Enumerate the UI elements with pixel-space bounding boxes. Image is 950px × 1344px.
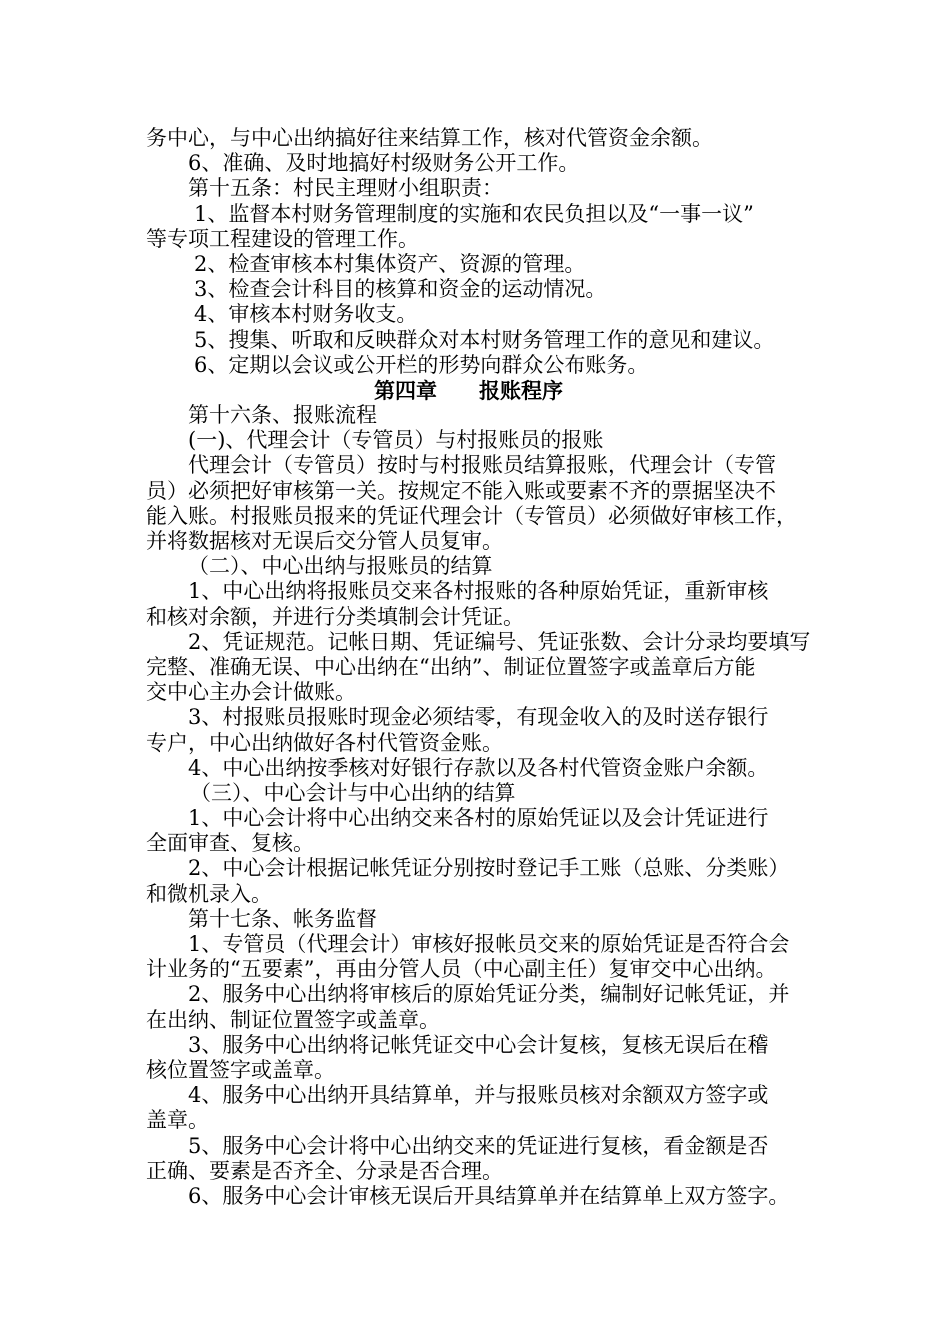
text-line: 和核对余额，并进行分类填制会计凭证。 bbox=[146, 604, 524, 629]
text-line: 1、监督本村财务管理制度的实施和农民负担以及“一事一议” bbox=[194, 201, 754, 226]
text-line: 4、中心出纳按季核对好银行存款以及各村代管资金账户余额。 bbox=[188, 755, 769, 780]
text-line: 正确、要素是否齐全、分录是否合理。 bbox=[146, 1158, 503, 1183]
text-line: 员）必须把好审核第一关。按规定不能入账或要素不齐的票据坚决不 bbox=[146, 478, 776, 503]
document-body bbox=[146, 126, 816, 1209]
text-line: 3、服务中心出纳将记帐凭证交中心会计复核，复核无误后在稽 bbox=[188, 1032, 769, 1057]
text-line: 2、检查审核本村集体资产、资源的管理。 bbox=[194, 251, 586, 276]
text-line: 专户，中心出纳做好各村代管资金账。 bbox=[146, 730, 503, 755]
text-line: 务中心，与中心出纳搞好往来结算工作，核对代管资金余额。 bbox=[146, 126, 713, 150]
text-line: 交中心主办会计做账。 bbox=[146, 680, 356, 705]
text-line: 第十六条、报账流程 bbox=[188, 403, 377, 428]
text-line: 第十五条：村民主理财小组职责： bbox=[188, 176, 503, 201]
chapter-heading: 第四章 报账程序 bbox=[374, 377, 563, 403]
text-line: 1、专管员（代理会计）审核好报帐员交来的原始凭证是否符合会 bbox=[188, 932, 790, 956]
text-line: 代理会计（专管员）按时与村报账员结算报账，代理会计（专管 bbox=[188, 453, 776, 478]
text-line: 在出纳、制证位置签字或盖章。 bbox=[146, 1007, 440, 1032]
text-line: 等专项工程建设的管理工作。 bbox=[146, 226, 419, 251]
text-line: 并将数据核对无误后交分管人员复审。 bbox=[146, 529, 503, 553]
text-line: 2、服务中心出纳将审核后的原始凭证分类，编制好记帐凭证，并 bbox=[188, 982, 790, 1007]
text-line: 6、准确、及时地搞好村级财务公开工作。 bbox=[188, 151, 580, 176]
text-line: 全面审查、复核。 bbox=[146, 831, 314, 856]
text-line: 3、检查会计科目的核算和资金的运动情况。 bbox=[194, 277, 607, 302]
text-line: 3、村报账员报账时现金必须结零，有现金收入的及时送存银行 bbox=[188, 705, 769, 730]
text-line: （二）、中心出纳与报账员的结算 bbox=[188, 554, 493, 579]
text-line: 5、服务中心会计将中心出纳交来的凭证进行复核，看金额是否 bbox=[188, 1133, 769, 1158]
text-line: 核位置签字或盖章。 bbox=[146, 1057, 335, 1082]
text-line: 2、凭证规范。记帐日期、凭证编号、凭证张数、会计分录均要填写 bbox=[188, 629, 811, 654]
text-line: 6、服务中心会计审核无误后开具结算单并在结算单上双方签字。 bbox=[188, 1183, 790, 1208]
text-line: 4、服务中心出纳开具结算单，并与报账员核对余额双方签字或 bbox=[188, 1083, 769, 1108]
text-line: 和微机录入。 bbox=[146, 881, 272, 906]
text-line: 4、审核本村财务收支。 bbox=[194, 302, 418, 327]
text-line: 1、中心出纳将报账员交来各村报账的各种原始凭证，重新审核 bbox=[188, 579, 769, 604]
text-line: 5、搜集、听取和反映群众对本村财务管理工作的意见和建议。 bbox=[194, 327, 775, 352]
text-line: 第十七条、帐务监督 bbox=[188, 906, 377, 931]
text-line: (一)、代理会计（专管员）与村报账员的报账 bbox=[188, 428, 604, 453]
text-line: 盖章。 bbox=[146, 1108, 209, 1133]
text-line: 完整、准确无误、中心出纳在“出纳”、制证位置签字或盖章后方能 bbox=[146, 654, 756, 679]
text-line: 6、定期以会议或公开栏的形势向群众公布账务。 bbox=[194, 352, 649, 377]
text-line: 计业务的“五要素”，再由分管人员（中心副主任）复审交中心出纳。 bbox=[146, 957, 777, 982]
text-line: 能入账。村报账员报来的凭证代理会计（专管员）必须做好审核工作， bbox=[146, 503, 797, 528]
text-line: 2、中心会计根据记帐凭证分别按时登记手工账（总账、分类账） bbox=[188, 856, 790, 881]
text-line: （三）、中心会计与中心出纳的结算 bbox=[190, 780, 516, 805]
text-line: 1、中心会计将中心出纳交来各村的原始凭证以及会计凭证进行 bbox=[188, 806, 769, 831]
